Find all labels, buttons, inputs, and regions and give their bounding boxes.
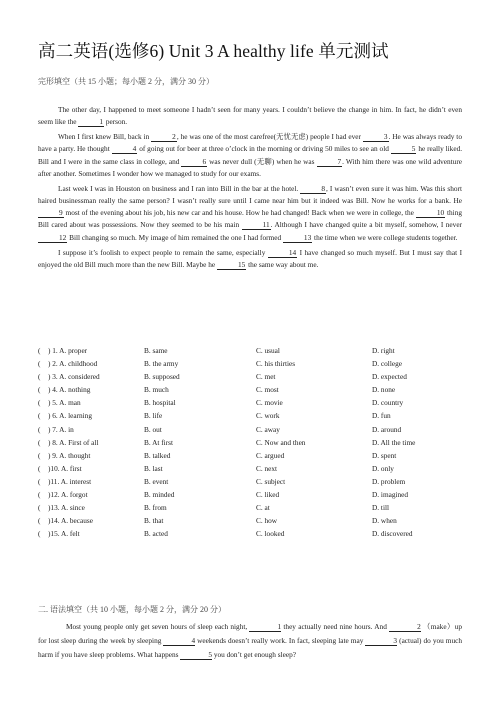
blank-11: 11 (242, 220, 271, 230)
option-b: B. the army (144, 359, 179, 369)
text: . He was always ready to have a party. He thought (38, 132, 462, 154)
option-c: C. usual (256, 346, 280, 355)
option-d: D. around (372, 424, 402, 434)
paragraph-4 (38, 247, 462, 271)
blank-2: 2 (151, 132, 177, 142)
blank-10: 10 (416, 208, 445, 218)
option-b: B. hospital (144, 398, 176, 408)
answer-paren: ( (38, 398, 41, 408)
option-d: D. country (372, 398, 404, 408)
page-title: 高二英语(选修6) Unit 3 A healthy life 单元测试 (38, 41, 389, 61)
text: , he was one of the most carefree(无忧无虑) people I had ever (176, 132, 361, 142)
option-a: ) 3. A. considered (48, 372, 100, 382)
section-1-heading: 完形填空（共 15 小题；每小题 2 分，满分 30 分） (38, 77, 214, 86)
text: Most young people only get seven hours of sleep each night, (66, 622, 248, 631)
option-b: B. At first (144, 437, 173, 447)
blank-5: 5 (391, 144, 417, 154)
blank-7: 7 (317, 157, 343, 167)
blank-5: 5 (180, 650, 212, 660)
option-c: C. argued (256, 450, 285, 460)
option-row (38, 425, 468, 438)
text: Bill changing so much. My image of him remained the one I had formed (69, 232, 282, 242)
option-a: )14. A. because (48, 516, 93, 526)
answer-paren: ( (38, 463, 41, 473)
blank-9: 9 (38, 208, 64, 218)
option-b: B. from (144, 503, 167, 513)
text: , I wasn’t even sure it was him. Was this short haired businessman really the same person? I wasn’t really sure until I came near him but it indeed was Bill. Now he works for a bank. He (38, 183, 463, 206)
text: . Although I have changed quite a bit myself, somehow, I never (270, 220, 462, 230)
answer-paren: ( (38, 503, 41, 513)
text: (actual) do you much harm if you have sleep problems. What happens (38, 636, 463, 660)
text: thing Bill cared about was possessions. Now they seemed to be his main (38, 208, 462, 230)
answer-paren: ( (38, 529, 41, 539)
blank-14: 14 (268, 248, 297, 258)
option-b: B. that (144, 516, 164, 526)
option-row (38, 451, 468, 464)
option-d: D. fun (372, 411, 391, 421)
blank-1: 1 (78, 117, 104, 127)
answer-options (38, 346, 468, 542)
blank-1: 1 (249, 622, 281, 632)
option-b: B. much (144, 385, 169, 395)
option-c: C. subject (256, 476, 286, 486)
option-d: D. till (372, 503, 390, 513)
option-row (38, 529, 468, 542)
paragraph (38, 620, 462, 663)
option-a: ) 4. A. nothing (48, 385, 91, 395)
paragraph-2 (38, 131, 462, 180)
option-c: C. at (256, 503, 270, 513)
option-a: ) 2. A. childhood (48, 359, 98, 369)
option-row (38, 398, 468, 411)
text: Last week I was in Houston on business and I ran into Bill in the bar at the hotel. (58, 183, 299, 193)
blank-3: 3 (365, 636, 397, 646)
option-row (38, 385, 468, 398)
option-c: C. movie (256, 398, 283, 408)
blank-8: 8 (300, 184, 326, 194)
option-b: B. last (144, 463, 163, 473)
answer-paren: ( (38, 411, 41, 421)
option-row (38, 359, 468, 372)
text: they actually need nine hours. And (283, 622, 387, 631)
text: was never dull (无聊) when he was (209, 156, 315, 166)
paragraph-3 (38, 183, 462, 244)
answer-paren: ( (38, 372, 41, 382)
option-row (38, 503, 468, 516)
option-a: )13. A. since (48, 503, 85, 513)
option-d: D. right (372, 346, 395, 355)
option-row (38, 477, 468, 490)
answer-paren: ( (38, 346, 41, 355)
option-row (38, 490, 468, 503)
option-a: )10. A. first (48, 463, 82, 473)
text: When I first knew Bill, back in (58, 132, 150, 142)
option-d: D. only (372, 463, 394, 473)
option-b: B. same (144, 346, 168, 355)
text: you don’t get enough sleep? (213, 650, 296, 660)
blank-13: 13 (283, 233, 312, 243)
option-d: D. when (372, 516, 397, 526)
answer-paren: ( (38, 437, 41, 447)
option-a: ) 5. A. man (48, 398, 81, 408)
option-b: B. life (144, 411, 163, 421)
option-a: ) 9. A. thought (48, 450, 91, 460)
option-c: C. how (256, 516, 278, 526)
option-row (38, 464, 468, 477)
answer-paren: ( (38, 359, 41, 369)
option-b: B. event (144, 476, 169, 486)
text: I have changed so much myself. But I must say that I enjoyed the old Bill much more than the new Bill. Maybe he (38, 247, 462, 269)
answer-paren: ( (38, 476, 41, 486)
text: most of the evening about his job, his new car and his house. How he had changed! Back when we were in college, the (65, 208, 414, 218)
option-c: C. Now and then (256, 437, 306, 447)
text: he really liked. Bill and I were in the same class in college, and (38, 144, 463, 166)
option-a: ) 6. A. learning (48, 411, 92, 421)
text: of going out for beer at three o’clock in the morning or driving 50 miles to see an old (139, 144, 389, 154)
text: . With him there was one wild adventure after another. Sometimes I wonder how we managed to study for our exams. (38, 156, 462, 178)
answer-paren: ( (38, 385, 41, 395)
option-c: C. looked (256, 529, 285, 539)
option-row (38, 346, 468, 359)
option-d: D. problem (372, 476, 406, 486)
blank-12: 12 (38, 233, 67, 243)
blank-4: 4 (163, 636, 195, 646)
option-row (38, 411, 468, 424)
option-d: D. spent (372, 450, 397, 460)
option-a: )11. A. interest (48, 476, 92, 486)
option-c: C. liked (256, 490, 280, 500)
blank-4: 4 (112, 144, 138, 154)
option-c: C. next (256, 463, 278, 473)
text: The other day, I happened to meet someone I hadn’t seen for many years. I couldn’t believe the change in him. In fact, he didn’t even seem like the (38, 105, 462, 127)
option-d: D. discovered (372, 529, 413, 539)
text: the same way about me. (248, 259, 319, 269)
text: the time when we were college students together. (314, 232, 458, 242)
section-2-heading: 二. 语法填空（共 10 小题，每小题 2 分，满分 20 分） (38, 605, 226, 614)
answer-paren: ( (38, 424, 41, 434)
option-c: C. work (256, 411, 280, 421)
option-b: B. supposed (144, 372, 180, 382)
option-b: B. minded (144, 490, 175, 500)
option-b: B. acted (144, 529, 168, 539)
paragraph-1 (38, 104, 462, 128)
text: weekends doesn’t really work. In fact, sleeping late may (197, 636, 364, 646)
option-c: C. met (256, 372, 276, 382)
blank-3: 3 (363, 132, 389, 142)
option-d: D. college (372, 359, 402, 369)
option-d: D. expected (372, 372, 407, 382)
cloze-passage (38, 104, 462, 274)
option-c: C. away (256, 424, 280, 434)
text: person. (105, 117, 128, 127)
option-a: ) 8. A. First of all (48, 437, 99, 447)
answer-paren: ( (38, 516, 41, 526)
option-c: C. most (256, 385, 279, 395)
text: I suppose it’s foolish to expect people to remain the same, especially (58, 247, 266, 257)
option-d: D. imagined (372, 490, 409, 500)
option-row (38, 372, 468, 385)
option-row (38, 438, 468, 451)
option-a: )12. A. forgot (48, 490, 88, 500)
option-a: ) 1. A. proper (48, 346, 88, 355)
option-b: B. talked (144, 450, 171, 460)
option-d: D. All the time (372, 437, 416, 447)
option-row (38, 516, 468, 529)
blank-15: 15 (217, 260, 246, 270)
blank-6: 6 (181, 157, 207, 167)
option-d: D. none (372, 385, 396, 395)
blank-2: 2 (389, 622, 421, 632)
option-c: C. his thirties (256, 359, 296, 369)
option-b: B. out (144, 424, 162, 434)
option-a: ) 7. A. in (48, 424, 74, 434)
text: （make）up for lost sleep during the week by sleeping (38, 622, 463, 646)
option-a: )15. A. felt (48, 529, 80, 539)
grammar-passage (38, 620, 462, 663)
answer-paren: ( (38, 490, 41, 500)
answer-paren: ( (38, 450, 41, 460)
